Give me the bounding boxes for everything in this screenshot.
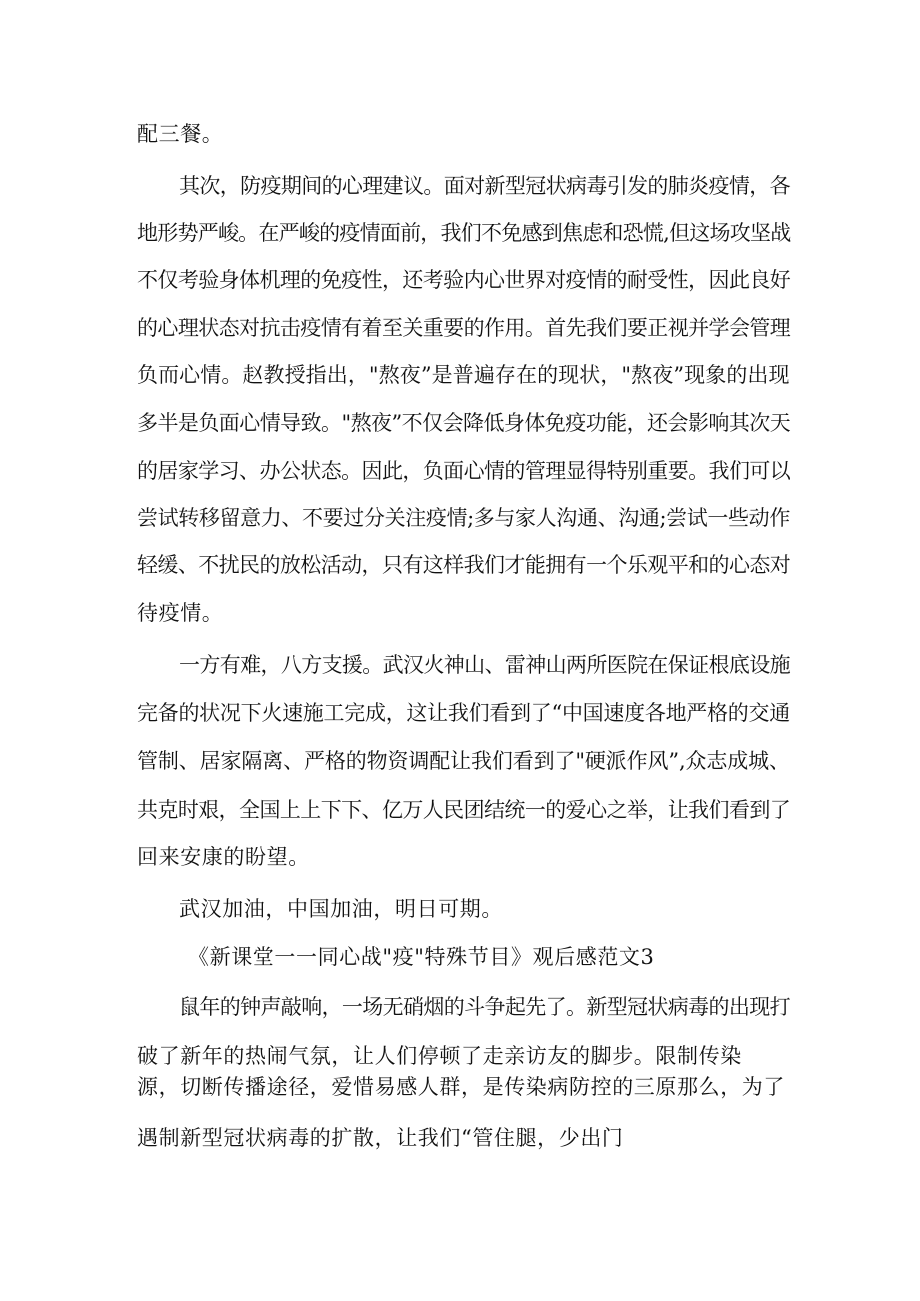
paragraph-line: 回来安康的盼望。: [137, 845, 310, 869]
paragraph-line: 的心理状态对抗击疫情有着至关重要的作用。首先我们要正视并学会管理: [137, 316, 791, 340]
paragraph-line: 配三餐。: [137, 122, 224, 146]
paragraph-line: 武汉加油，中国加油，明日可期。: [179, 897, 503, 921]
paragraph-line: 完备的状况下火速施工完成，这让我们看到了“中国速度各地严格的交通: [137, 701, 790, 725]
article-title: 《新课堂一一同心战"疫"特殊节目》观后感范文3: [188, 945, 655, 969]
paragraph-line: 鼠年的钟声敲响，一场无硝烟的斗争起先了。新型冠状病毒的出现打: [179, 995, 790, 1019]
paragraph-line: 负而心情。赵教授指出，"熬夜”是普遍存在的现状，"熬夜”现象的出现: [137, 363, 790, 387]
paragraph-line: 尝试转移留意力、不要过分关注疫情;多与家人沟通、沟通;尝试一些动作: [137, 506, 790, 530]
paragraph-line: 遇制新型冠状病毒的扩散，让我们“管住腿，少出门: [137, 1126, 624, 1150]
paragraph-line: 源，切断传播途径，爱惜易感人群，是传染病防控的三原那么，为了: [137, 1075, 785, 1099]
paragraph-line: 待疫情。: [137, 601, 224, 625]
paragraph-line: 破了新年的热闹气氛，让人们停顿了走亲访友的脚步。限制传染: [137, 1044, 742, 1068]
paragraph-line: 轻缓、不扰民的放松活动，只有这样我们才能拥有一个乐观平和的心态对: [137, 553, 791, 577]
paragraph-line: 地形势严峻。在严峻的疫情面前，我们不免感到焦虑和恐慌,但这场攻坚战: [137, 221, 791, 245]
paragraph-line: 共克时艰，全国上上下下、亿万人民团结统一的爱心之举，让我们看到了: [137, 798, 791, 822]
paragraph-line: 一方有难，八方支援。武汉火神山、雷神山两所医院在保证根底设施: [179, 653, 790, 677]
paragraph-line: 多半是负面心情导致。"熬夜”不仅会降低身体免疫功能，还会影响其次天: [137, 411, 791, 435]
paragraph-line: 其次，防疫期间的心理建议。面对新型冠状病毒引发的肺炎疫情，各: [179, 174, 790, 198]
paragraph-line: 不仅考验身体机理的免疫性，还考验内心世界对疫情的耐受性，因此良好: [137, 268, 791, 292]
paragraph-line: 管制、居家隔离、严格的物资调配让我们看到了"硬派作风”,众志成城、: [137, 749, 790, 773]
paragraph-line: 的居家学习、办公状态。因此，负面心情的管理显得特别重要。我们可以: [137, 459, 791, 483]
